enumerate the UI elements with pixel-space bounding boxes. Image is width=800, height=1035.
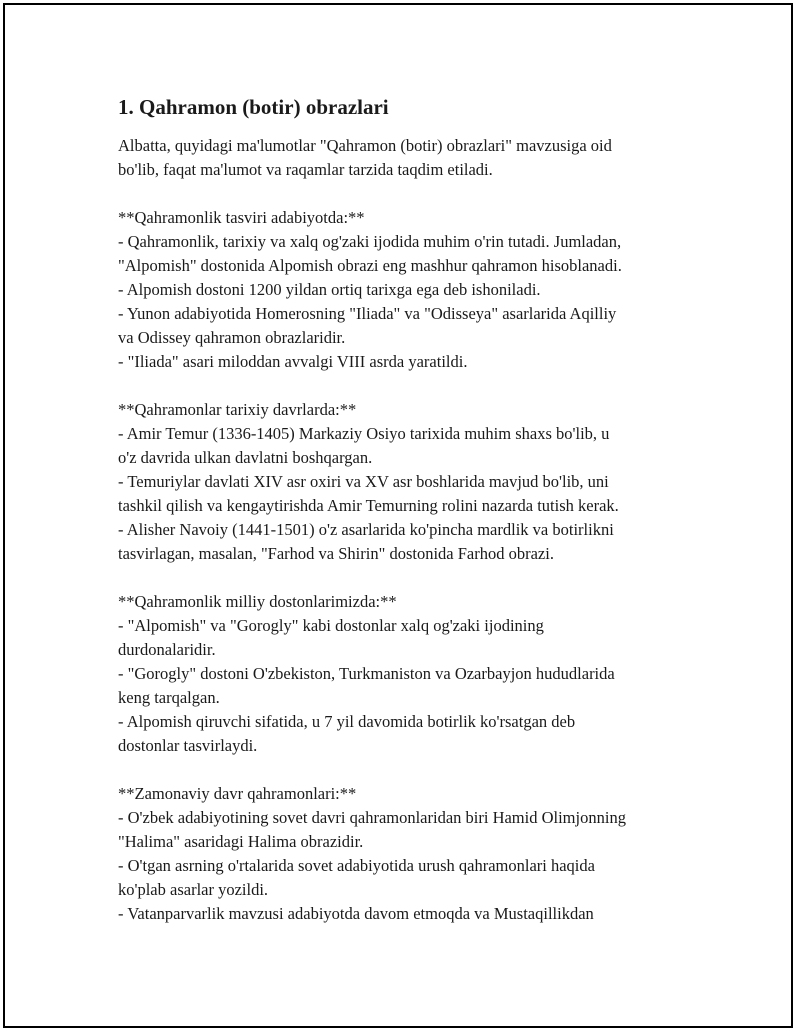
section-line: tasvirlagan, masalan, "Farhod va Shirin" dostonida Farhod obrazi.	[118, 544, 554, 563]
section-line: durdonalaridir.	[118, 640, 216, 659]
section-line: - Qahramonlik, tarixiy va xalq og'zaki ijodida muhim o'rin tutadi. Jumladan,	[118, 232, 622, 251]
section-line: "Alpomish" dostonida Alpomish obrazi eng mashhur qahramon hisoblanadi.	[118, 256, 622, 275]
section-line: - O'zbek adabiyotining sovet davri qahramonlaridan biri Hamid Olimjonning	[118, 808, 626, 827]
section-line: - Alpomish dostoni 1200 yildan ortiq tarixga ega deb ishoniladi.	[118, 280, 541, 299]
section-heading: **Qahramonlar tarixiy davrlarda:**	[118, 400, 357, 419]
section-line: - O'tgan asrning o'rtalarida sovet adabiyotida urush qahramonlari haqida	[118, 856, 595, 875]
section-line: - "Alpomish" va "Gorogly" kabi dostonlar xalq og'zaki ijodining	[118, 616, 544, 635]
section-line: - Amir Temur (1336-1405) Markaziy Osiyo tarixida muhim shaxs bo'lib, u	[118, 424, 610, 443]
document-title: 1. Qahramon (botir) obrazlari	[118, 95, 389, 119]
section-heading: **Qahramonlik tasviri adabiyotda:**	[118, 208, 365, 227]
section-line: dostonlar tasvirlaydi.	[118, 736, 258, 755]
section-line: ko'plab asarlar yozildi.	[118, 880, 269, 899]
section-line: keng tarqalgan.	[118, 688, 220, 707]
section-line: - Yunon adabiyotida Homerosning "Iliada" va "Odisseya" asarlarida Aqilliy	[118, 304, 617, 323]
section-heading: **Qahramonlik milliy dostonlarimizda:**	[118, 592, 397, 611]
intro-line: Albatta, quyidagi ma'lumotlar "Qahramon (botir) obrazlari" mavzusiga oid	[118, 136, 612, 155]
section-line: o'z davrida ulkan davlatni boshqargan.	[118, 448, 373, 467]
section-line: - Alpomish qiruvchi sifatida, u 7 yil davomida botirlik ko'rsatgan deb	[118, 712, 576, 731]
section-modern	[118, 782, 698, 926]
section-line: va Odissey qahramon obrazlaridir.	[118, 328, 346, 347]
section-line: - "Iliada" asari miloddan avvalgi VIII asrda yaratildi.	[118, 352, 468, 371]
section-line: - Alisher Navoiy (1441-1501) o'z asarlarida ko'pincha mardlik va botirlikni	[118, 520, 614, 539]
document-body	[118, 92, 698, 950]
section-line: tashkil qilish va kengaytirishda Amir Temurning rolini nazarda tutish kerak.	[118, 496, 619, 515]
section-line: - Vatanparvarlik mavzusi adabiyotda davom etmoqda va Mustaqillikdan	[118, 904, 594, 923]
section-line: - "Gorogly" dostoni O'zbekiston, Turkmaniston va Ozarbayjon hududlarida	[118, 664, 615, 683]
intro-line: bo'lib, faqat ma'lumot va raqamlar tarzida taqdim etiladi.	[118, 160, 493, 179]
section-historical	[118, 398, 698, 566]
section-line: - Temuriylar davlati XIV asr oxiri va XV asr boshlarida mavjud bo'lib, uni	[118, 472, 609, 491]
intro-paragraph	[118, 134, 698, 182]
section-heading: **Zamonaviy davr qahramonlari:**	[118, 784, 357, 803]
section-line: "Halima" asaridagi Halima obrazidir.	[118, 832, 364, 851]
section-national-epics	[118, 590, 698, 758]
section-literature	[118, 206, 698, 374]
